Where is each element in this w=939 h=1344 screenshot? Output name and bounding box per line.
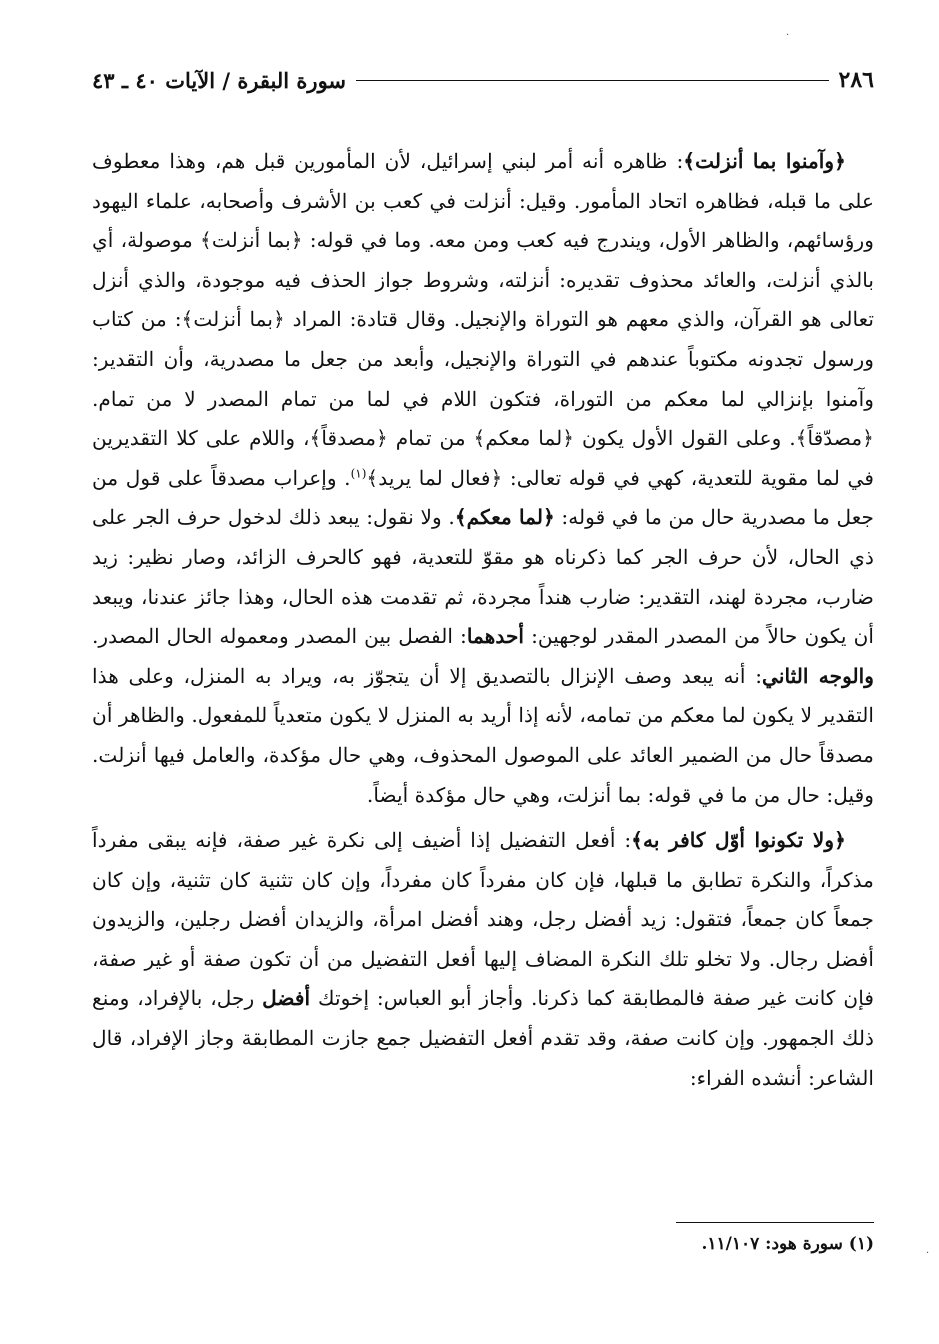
- page-header: [92, 62, 874, 98]
- text-segment: : أفعل التفضيل إذا أضيف إلى نكرة غير صفة، فإنه يبقى مفرداً مذكراً، والنكرة تطابق ما قبلها، فإن كان مفرداً كان مفرداً، وإن كان تثنية كان تثنية، وإن كان جمعاً كان جمعاً، فتقول: زيد أفضل رجل، وهند أفضل امرأة، والزيدان أفضل رجلين، والزيدون أفضل رجال. ولا تخلو تلك النكرة المضاف إليها أفعل التفضيل من أن تكون صفة أو غير صفة، فإن كانت غير صفة فالمطابقة كما ذكرنا. وأجاز أبو العباس: إخوتك: [92, 828, 874, 1011]
- text-segment: : ظاهره أنه أمر لبني إسرائيل، لأن المأمورين قبل هم، وهذا معطوف على ما قبله، فظاهره اتحاد المأمور. وقيل: أنزلت في كعب بن الأشرف وأصحابه، علماء اليهود ورؤسائهم، والظاهر الأول، ويندرج فيه كعب ومن معه. وما في قوله: ﴿بما أنزلت﴾ موصولة، أي بالذي أنزلت، والعائد محذوف تقديره: أنزلته، وشروط جواز الحذف فيه موجودة، والذي أنزل تعالى هو القرآن، والذي معهم هو التوراة والإنجيل. وقال قتادة: المراد ﴿بما أنزلت﴾: من كتاب ورسول تجدونه مكتوباً عندهم في التوراة والإنجيل، وأبعد من جعل ما مصدرية، وأن التقدير: وآمنوا بإنزالي لما معكم من التوراة، فتكون اللام في لما من تمام المصدر لا من تمام. ﴿مصدّقاً﴾. وعلى القول الأول يكون ﴿لما معكم﴾ من تمام ﴿مصدقاً﴾، واللام على كلا التقديرين في لما مقوية للتعدية، كهي في قوله تعالى: ﴿فعال لما يريد﴾: [92, 149, 874, 490]
- text-segment: ﴿ولا تكونوا أوّل كافر به﴾: [631, 828, 846, 853]
- text-segment: أفضل: [262, 986, 311, 1011]
- text-segment: والوجه الثاني: [762, 663, 875, 688]
- text-segment: . ولا نقول: يبعد ذلك لدخول حرف الجر على ذي الحال، لأن حرف الجر كما ذكرناه هو مقوّ للتعدية، فهو كالحرف الزائد، وصار نظير: زيد ضارب، مجردة لهند، التقدير: ضارب هنداً مجردة، ثم تقدمت هذه الحال، وهذا جائز عندنا، ويبعد أن يكون حالاً من المصدر المقدر لوجهين:: [92, 505, 874, 649]
- paragraph-1: [92, 142, 874, 815]
- text-segment: . وإعراب مصدقاً على قول من جعل ما مصدرية حال من ما في قوله:: [92, 465, 874, 530]
- footnote-ref: (١): [350, 466, 367, 481]
- footnote-rule: [676, 1222, 874, 1223]
- scan-speck: ·: [926, 1248, 930, 1259]
- header-rule: [356, 80, 829, 81]
- text-segment: : أنه يبعد وصف الإنزال بالتصديق إلا أن يتجوّز به، ويراد به المنزل، وعلى هذا التقدير لا يكون لما معكم من تمامه، لأنه إذا أريد به المنزل لا يكون متعدياً للمفعول. والظاهر أن مصدقاً حال من الضمير العائد على الموصول المحذوف، وهي حال مؤكدة، والعامل فيها أنزلت. وقيل: حال من ما في قوله: بما أنزلت، وهي حال مؤكدة أيضاً.: [92, 663, 874, 807]
- scan-speck: ·: [786, 30, 790, 41]
- running-title: سورة البقرة / الآيات ٤٠ ـ ٤٣: [92, 67, 347, 93]
- page-number: ٢٨٦: [838, 67, 874, 93]
- text-segment: ﴿لما معكم﴾: [454, 505, 555, 530]
- footnote: (١) سورة هود: ١١/١٠٧.: [701, 1234, 874, 1254]
- body-text: [92, 142, 874, 1098]
- text-segment: : الفصل بين المصدر ومعموله الحال المصدر.: [92, 624, 467, 649]
- text-segment: رجل، بالإفراد، ومنع ذلك الجمهور. وإن كانت صفة، وقد تقدم أفعل التفضيل جمع جازت المطابقة وجاز الإفراد، قال الشاعر: أنشده الفراء:: [92, 986, 874, 1090]
- paragraph-2: [92, 821, 874, 1098]
- text-segment: ﴿وآمنوا بما أنزلت﴾: [683, 149, 846, 173]
- text-segment: أحدهما: [466, 624, 525, 649]
